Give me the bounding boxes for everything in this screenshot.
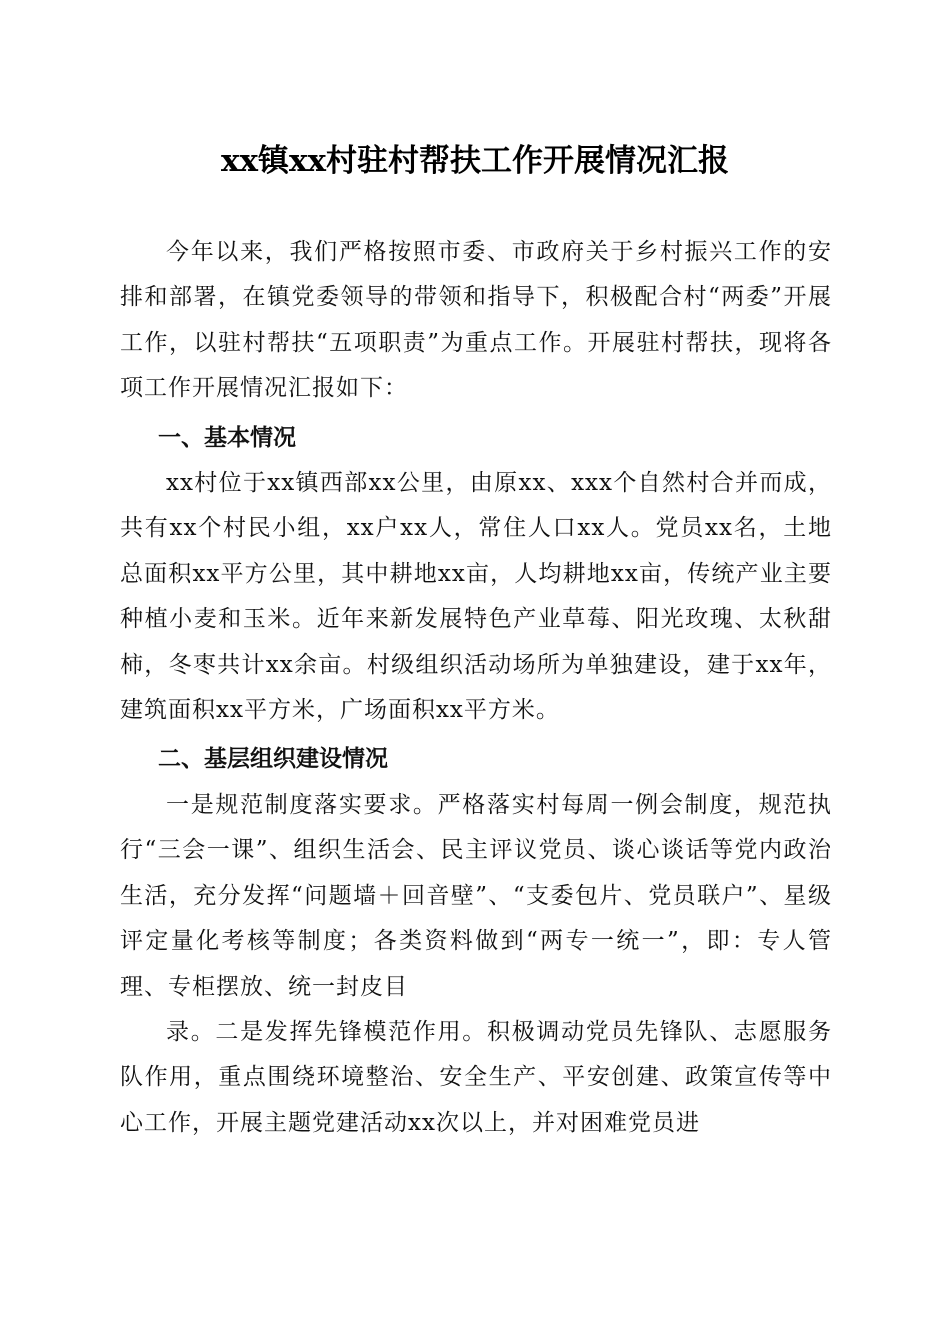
intro-paragraph: 今年以来，我们严格按照市委、市政府关于乡村振兴工作的安排和部署，在镇党委领导的带领和指导下，积极配合村“两委”开展工作，以驻村帮扶“五项职责”为重点工作。开展驻村帮扶，现将各项工作开展情况汇报如下： [120,239,832,402]
grassroots-paragraph-1: 一是规范制度落实要求。严格落实村每周一例会制度，规范执行“三会一课”、组织生活会、民主评议党员、谈心谈话等党内政治生活，充分发挥“问题墙＋回音壁”、“支委包片、党员联户”、星级评定量化考核等制度；各类资料做到“两专一统一”，即：专人管理、专柜摆放、统一封皮目 [120,791,832,1000]
document-title: xx镇xx村驻村帮扶工作开展情况汇报 [221,143,729,179]
document-body [120,230,832,1146]
grassroots-paragraph-2: 录。二是发挥先锋模范作用。积极调动党员先锋队、志愿服务队作用，重点围绕环境整治、安全生产、平安创建、政策宣传等中心工作，开展主题党建活动xx次以上，并对困难党员进 [120,1018,832,1136]
section-heading-basic-info: 一、基本情况 [158,424,296,451]
section-heading-grassroots: 二、基层组织建设情况 [158,746,388,773]
basic-info-paragraph: xx村位于xx镇西部xx公里，由原xx、xxx个自然村合并而成，共有xx个村民小组，xx户xx人，常住人口xx人。党员xx名，土地总面积xx平方公里，其中耕地xx亩，人均耕地xx亩，传统产业主要种植小麦和玉米。近年来新发展特色产业草莓、阳光玫瑰、太秋甜柿，冬枣共计xx余亩。村级组织活动场所为单独建设，建于xx年，建筑面积xx平方米，广场面积xx平方米。 [120,470,832,724]
